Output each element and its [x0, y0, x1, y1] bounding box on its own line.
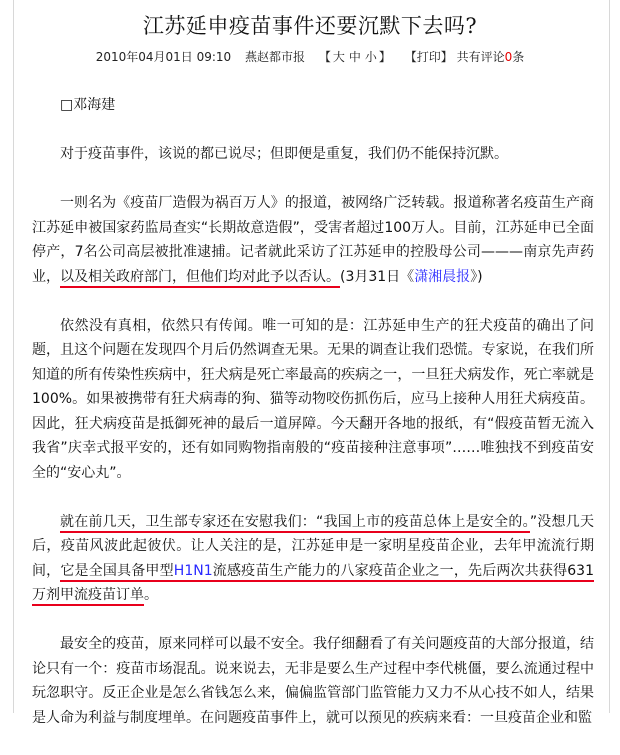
comments-suffix: 条 [512, 50, 525, 64]
article-source: 燕赵都市报 [245, 50, 306, 64]
citation-open: (3月31日《 [340, 268, 415, 285]
bracket-open: 【 [318, 50, 331, 64]
article-author: □邓海建 [60, 97, 116, 113]
paragraph-2-text: 一则名为《疫苗厂造假为祸百万人》的报道，被网络广泛转载。报道称著名疫苗生产商江苏延申被国家药监局查实“长期故意造假”，受害者超过100万人。目前，江苏延申已全面停产，7名公司高层被批准逮捕。记者就此采访了江苏延申的控股母公司———南京先声药业， [32, 195, 594, 285]
paragraph-4-text: ”没想几天后，疫苗风波此起彼伏。让人关注的是，江苏延申是一家明星疫苗企业，去年甲流流行期间， [32, 513, 594, 579]
article-date: 2010年04月01日 09:10 [95, 50, 232, 64]
h1n1-link[interactable]: H1N1 [173, 562, 213, 579]
underlined-order-start: 它是全国具备甲型 [60, 562, 174, 579]
paragraph-4 [32, 510, 594, 608]
paragraph-5: 最安全的疫苗，原来同样可以最不安全。我仔细翻看了有关问题疫苗的大部分报道，结论只有一个：疫苗市场混乱。说来说去，无非是要么生产过程中李代桃僵，要么流通过程中玩忽职守。反正企业是怎么省钱怎么来，偏偏监管部门监管能力又力不从心技不如人，结果是人命为利益与制度埋单。在问题疫苗事件上，就可以预见的疾病来看：一旦疫苗企业和監 [32, 636, 594, 726]
paragraph-2 [32, 191, 594, 289]
bracket-close: 】 [378, 50, 391, 64]
paragraph-1: 对于疫苗事件，该说的都已说尽；但即便是重复，我们仍不能保持沉默。 [60, 146, 508, 162]
underlined-order-end: 流感疫苗生产能力的八家疫苗企业之一，先后两次共获得631万剂甲流疫苗订单 [32, 562, 594, 603]
citation-close: 》) [470, 268, 483, 285]
underlined-denial: 以及相关政府部门，但他们均对此予以否认。 [60, 269, 340, 288]
font-size-control [319, 48, 391, 65]
paragraph-4-end: 。 [144, 587, 158, 603]
paragraph-3: 依然没有真相，依然只有传闻。唯一可知的是：江苏延申生产的狂犬疫苗的确出了问题，且这个问题在发现四个月后仍然调查无果。无果的调查让我们恐慌。专家说，在我们所知道的所有传染性疾病中，狂犬病是死亡率最高的疾病之一，一旦狂犬病发作，死亡率就是100%。如果被携带有狂犬病毒的狗、猫等动物咬伤抓伤后，应马上接种人用狂犬病疫苗。因此，狂犬病疫苗是抵御死神的最后一道屏障。今天翻开各地的报纸，有“假疫苗暂无流入我省”庆幸式报平安的，还有如同购物指南般的“疫苗接种注意事项”……唯独找不到疫苗安全的“安心丸”。 [32, 317, 594, 481]
source-link-xiaoxiang[interactable]: 潇湘晨报 [414, 268, 471, 285]
font-size-large[interactable]: 大 [332, 50, 345, 64]
comments-prefix: 共有评论 [456, 50, 505, 64]
comments-label[interactable] [457, 48, 525, 65]
font-size-small[interactable]: 小 [364, 50, 377, 64]
print-link[interactable]: 【打印】 [404, 50, 453, 64]
article-body [32, 93, 594, 755]
underlined-expert-quote: 就在前几天，卫生部专家还在安慰我们：“我国上市的疫苗总体上是安全的。 [60, 514, 530, 533]
font-size-medium[interactable]: 中 [348, 50, 361, 64]
article-meta [0, 48, 620, 65]
comments-count: 0 [504, 50, 513, 64]
underlined-order [32, 563, 594, 607]
article-title: 江苏延申疫苗事件还要沉默下去吗? [142, 14, 478, 38]
